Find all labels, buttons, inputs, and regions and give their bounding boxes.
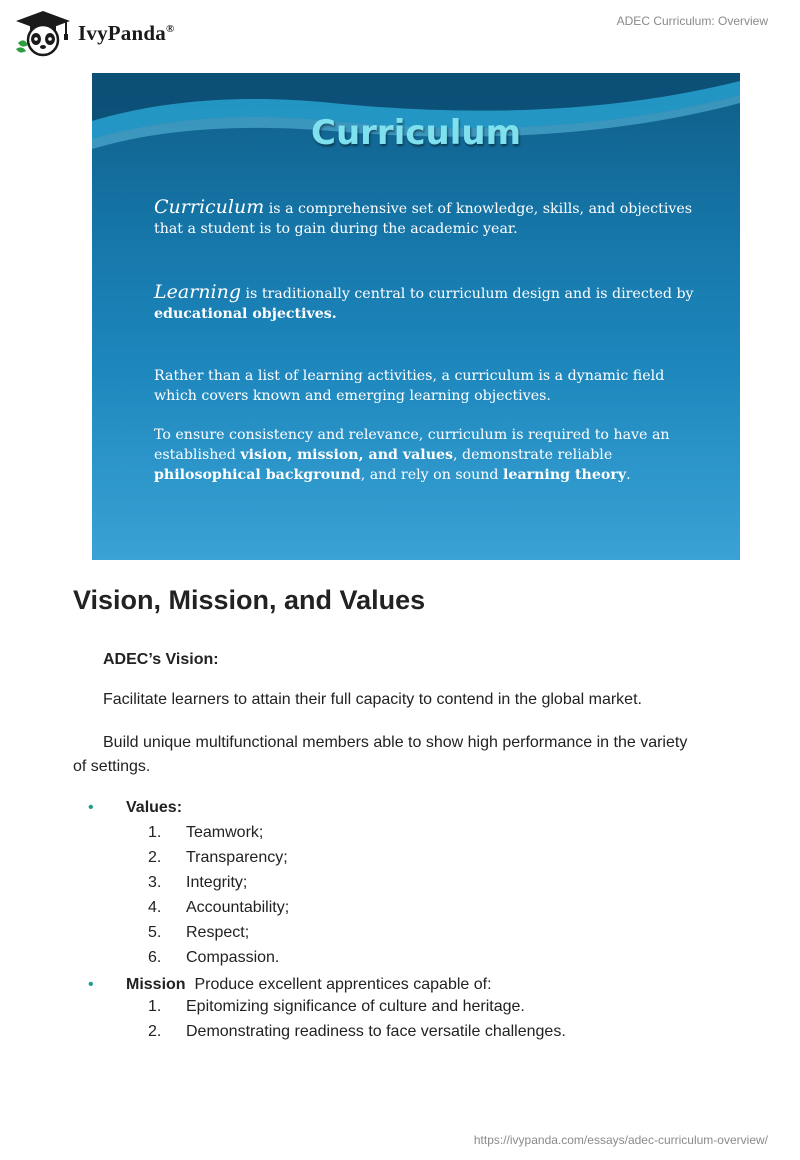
document-title: ADEC Curriculum: Overview xyxy=(616,14,768,28)
list-bullet: • xyxy=(88,799,94,816)
slide-paragraph-dynamic-field: Rather than a list of learning activities, a curriculum is a dynamic field which covers known and emerging learning objectives. xyxy=(154,368,665,404)
list-number: 2. xyxy=(148,1023,162,1040)
source-url-link[interactable]: https://ivypanda.com/essays/adec-curriculum-overview/ xyxy=(473,1133,768,1147)
vision-label: ADEC’s Vision: xyxy=(103,651,219,668)
mission-line xyxy=(126,973,492,997)
list-number: 2. xyxy=(148,849,162,866)
mission-item: Demonstrating readiness to face versatile challenges. xyxy=(186,1023,566,1040)
value-item: Teamwork; xyxy=(186,824,264,841)
list-number: 1. xyxy=(148,824,162,841)
list-number: 1. xyxy=(148,998,162,1015)
mission-label: Mission xyxy=(126,976,186,993)
value-item: Integrity; xyxy=(186,874,248,891)
slide-paragraph-consistency: To ensure consistency and relevance, curriculum is required to have an established vision, mission, and values, demonstrate reliable philosophical background, and rely on sound learning theory. xyxy=(154,427,670,483)
curriculum-slide xyxy=(92,73,740,560)
value-item: Respect; xyxy=(186,924,250,941)
value-item: Accountability; xyxy=(186,899,290,916)
values-label: Values: xyxy=(126,799,183,816)
slide-paragraph-learning: Learning is traditionally central to curriculum design and is directed by educational objectives. xyxy=(154,281,694,322)
list-bullet: • xyxy=(88,976,94,993)
brand-name: IvyPanda® xyxy=(78,20,175,45)
section-heading: Vision, Mission, and Values xyxy=(73,585,426,615)
vision-paragraph-1: Facilitate learners to attain their full capacity to contend in the global market. xyxy=(103,691,642,708)
ivypanda-logo[interactable] xyxy=(14,9,174,57)
mission-item: Epitomizing significance of culture and heritage. xyxy=(186,998,525,1015)
list-number: 5. xyxy=(148,924,162,941)
value-item: Transparency; xyxy=(186,849,288,866)
mission-text: Produce excellent apprentices capable of: xyxy=(185,976,492,993)
slide-paragraph-curriculum: Curriculum is a comprehensive set of knowledge, skills, and objectives that a student is to gain during the academic year. xyxy=(154,196,693,237)
value-item: Compassion. xyxy=(186,949,280,966)
list-number: 4. xyxy=(148,899,162,916)
list-number: 3. xyxy=(148,874,162,891)
slide-title: Curriculum xyxy=(311,113,521,153)
list-number: 6. xyxy=(148,949,162,966)
panda-graduate-icon xyxy=(14,9,72,57)
